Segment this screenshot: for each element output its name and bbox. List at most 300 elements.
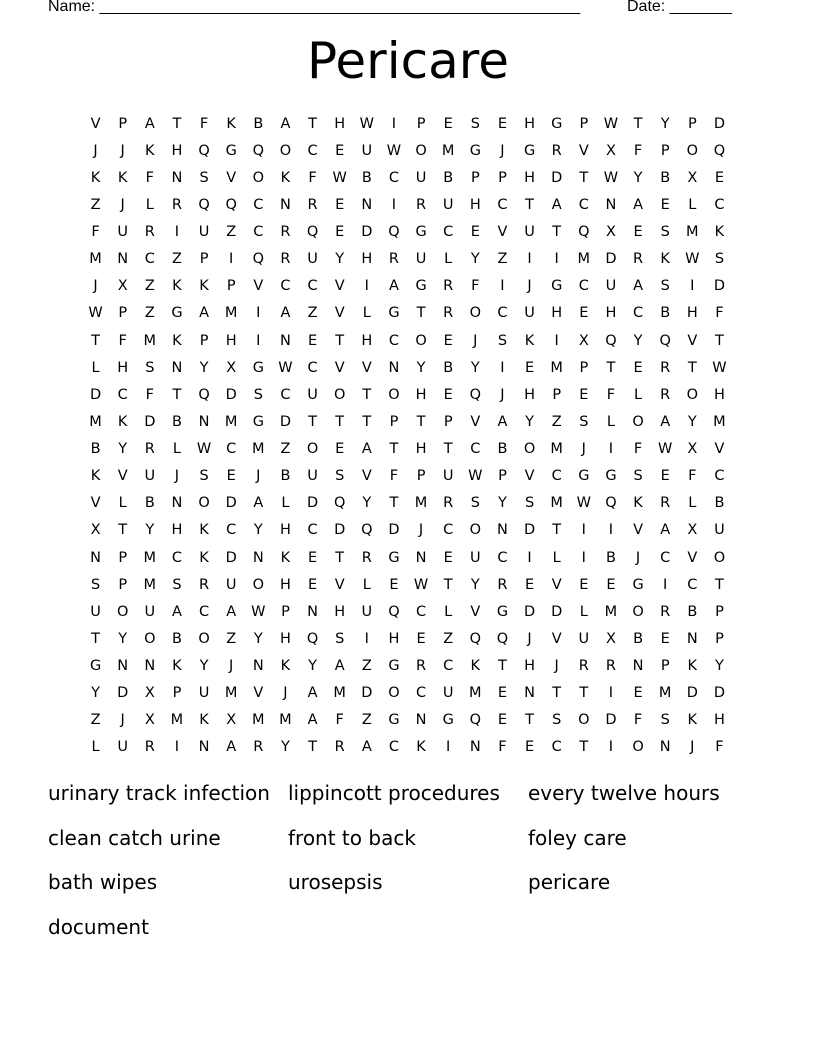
grid-letter: Y [253, 630, 263, 647]
grid-letter: U [605, 278, 617, 295]
grid-letter: E [660, 468, 670, 485]
grid-letter: C [280, 278, 291, 295]
grid-letter: H [524, 386, 536, 403]
grid-letter: Y [470, 576, 480, 593]
grid-letter: O [686, 142, 699, 159]
grid-letter: T [389, 441, 399, 458]
grid-letter: I [500, 278, 505, 295]
grid-letter: N [632, 658, 644, 675]
grid-letter: Z [497, 251, 508, 268]
grid-letter: Q [605, 332, 617, 349]
grid-letter: O [198, 630, 210, 647]
grid-letter: D [551, 169, 563, 186]
grid-letter: P [470, 169, 480, 186]
grid-letter: N [415, 549, 427, 566]
grid-letter: T [687, 359, 697, 376]
grid-letter: P [199, 251, 209, 268]
grid-row [82, 544, 742, 571]
grid-letter: G [388, 549, 400, 566]
grid-letter: C [253, 196, 264, 213]
grid-letter: U [470, 549, 481, 566]
grid-letter: T [552, 224, 562, 241]
grid-letter: S [660, 712, 670, 729]
word-list-item: lippincott procedures [288, 781, 500, 805]
grid-letter: N [605, 196, 617, 213]
grid-letter: H [279, 522, 291, 539]
grid-letter: R [144, 224, 155, 241]
grid-letter: I [229, 251, 234, 268]
grid-letter: R [199, 576, 210, 593]
grid-letter: N [252, 658, 264, 675]
grid-letter: L [579, 603, 588, 620]
grid-letter: F [118, 332, 127, 349]
grid-letter: K [280, 658, 291, 675]
grid-letter: E [335, 441, 345, 458]
grid-letter: H [279, 576, 291, 593]
grid-letter: S [497, 332, 508, 349]
word-search-grid [82, 110, 742, 761]
grid-row [82, 110, 742, 137]
grid-letter: E [579, 576, 589, 593]
grid-letter: V [497, 224, 508, 241]
grid-letter: Q [469, 386, 482, 403]
grid-letter: E [443, 332, 453, 349]
grid-letter: K [117, 169, 128, 186]
grid-row [82, 354, 742, 381]
grid-letter: H [524, 169, 536, 186]
grid-letter: M [604, 603, 618, 620]
grid-letter: D [605, 251, 617, 268]
grid-letter: C [307, 522, 318, 539]
grid-letter: H [713, 386, 725, 403]
grid-letter: P [389, 413, 399, 430]
grid-letter: V [524, 468, 535, 485]
grid-letter: V [334, 305, 345, 322]
grid-letter: Q [225, 196, 237, 213]
grid-letter: X [578, 332, 589, 349]
grid-letter: U [578, 630, 590, 647]
grid-letter: C [497, 196, 508, 213]
grid-letter: M [89, 251, 102, 268]
grid-letter: M [414, 495, 428, 512]
grid-letter: K [416, 739, 426, 756]
grid-letter: J [120, 712, 125, 729]
grid-letter: C [253, 224, 264, 241]
grid-letter: K [145, 142, 155, 159]
grid-letter: Z [144, 305, 155, 322]
grid-letter: Y [118, 630, 128, 647]
grid-letter: C [497, 305, 508, 322]
grid-letter: F [335, 712, 344, 729]
grid-letter: B [144, 495, 155, 512]
grid-letter: F [633, 142, 643, 159]
grid-letter: H [225, 332, 237, 349]
grid-row [82, 246, 742, 273]
grid-letter: B [714, 495, 725, 512]
grid-letter: F [498, 739, 507, 756]
grid-letter: M [441, 142, 455, 159]
grid-letter: H [415, 386, 427, 403]
grid-letter: T [552, 685, 562, 702]
grid-letter: E [524, 576, 535, 593]
grid-letter: X [226, 359, 237, 376]
grid-letter: P [498, 169, 507, 186]
grid-letter: K [687, 658, 698, 675]
grid-letter: H [524, 658, 536, 675]
grid-letter: O [333, 386, 346, 403]
grid-letter: C [687, 576, 698, 593]
grid-letter: Y [199, 658, 209, 675]
grid-letter: M [252, 712, 265, 729]
grid-letter: K [226, 115, 236, 132]
grid-row [82, 436, 742, 463]
grid-letter: H [469, 196, 481, 213]
grid-letter: V [253, 685, 264, 702]
grid-letter: D [306, 495, 319, 512]
word-list-item: pericare [528, 870, 611, 895]
grid-letter: T [525, 196, 534, 213]
grid-letter: Q [578, 224, 590, 241]
grid-letter: U [225, 576, 237, 593]
grid-letter: D [225, 549, 237, 566]
grid-letter: D [334, 522, 346, 539]
grid-letter: A [660, 522, 671, 539]
grid-letter: N [659, 739, 671, 756]
grid-letter: V [714, 441, 725, 458]
grid-letter: F [389, 468, 399, 485]
grid-letter: T [172, 386, 182, 403]
grid-letter: P [498, 468, 507, 485]
grid-letter: E [335, 142, 345, 159]
grid-letter: B [497, 441, 508, 458]
grid-letter: R [443, 278, 454, 295]
grid-letter: B [171, 413, 182, 430]
grid-letter: V [687, 332, 698, 349]
grid-letter: Q [361, 522, 373, 539]
grid-letter: C [307, 278, 318, 295]
grid-letter: V [226, 169, 237, 186]
grid-letter: C [388, 332, 399, 349]
grid-letter: Q [198, 196, 210, 213]
grid-letter: S [90, 576, 101, 593]
grid-letter: S [253, 386, 263, 403]
grid-letter: P [118, 115, 128, 132]
grid-letter: M [550, 441, 563, 458]
grid-letter: U [442, 685, 454, 702]
grid-letter: Z [307, 305, 318, 322]
grid-letter: Y [362, 495, 372, 512]
grid-letter: H [361, 332, 373, 349]
grid-letter: R [416, 658, 427, 675]
grid-letter: R [605, 658, 616, 675]
grid-letter: X [605, 630, 616, 647]
grid-letter: M [550, 495, 563, 512]
grid-letter: I [581, 522, 586, 539]
grid-letter: E [579, 386, 589, 403]
grid-letter: V [253, 278, 264, 295]
grid-letter: T [443, 576, 453, 593]
grid-letter: I [500, 359, 505, 376]
grid-letter: D [686, 685, 698, 702]
grid-letter: V [687, 549, 698, 566]
grid-letter: X [144, 712, 155, 729]
grid-letter: E [497, 712, 508, 729]
grid-letter: Q [198, 386, 210, 403]
grid-letter: N [171, 359, 183, 376]
grid-letter: I [364, 278, 369, 295]
grid-letter: H [171, 522, 183, 539]
grid-letter: E [226, 468, 236, 485]
grid-letter: H [361, 251, 373, 268]
grid-letter: R [307, 196, 318, 213]
grid-letter: X [226, 712, 237, 729]
grid-letter: N [198, 739, 210, 756]
grid-letter: E [633, 359, 643, 376]
grid-letter: W [603, 169, 619, 186]
grid-letter: Y [687, 413, 697, 430]
grid-letter: R [660, 603, 671, 620]
grid-letter: R [144, 441, 155, 458]
grid-letter: G [469, 142, 481, 159]
grid-letter: T [715, 576, 724, 593]
grid-letter: V [90, 115, 101, 132]
grid-letter: Y [199, 359, 209, 376]
grid-letter: H [524, 115, 536, 132]
grid-letter: C [551, 739, 562, 756]
grid-letter: Z [171, 251, 182, 268]
grid-letter: F [199, 115, 209, 132]
grid-letter: B [660, 305, 671, 322]
grid-letter: D [144, 413, 156, 430]
grid-letter: I [391, 196, 397, 213]
grid-row [82, 327, 742, 354]
grid-letter: W [88, 305, 103, 322]
grid-letter: T [335, 549, 345, 566]
grid-letter: U [117, 224, 128, 241]
grid-letter: C [443, 224, 454, 241]
grid-letter: Z [280, 441, 291, 458]
grid-row [82, 707, 742, 734]
grid-letter: C [117, 386, 128, 403]
grid-letter: C [470, 441, 481, 458]
grid-letter: T [633, 115, 643, 132]
grid-letter: N [90, 549, 101, 566]
grid-letter: V [361, 468, 372, 485]
grid-letter: A [551, 196, 562, 213]
grid-letter: P [660, 658, 670, 675]
grid-letter: T [362, 386, 372, 403]
grid-letter: W [658, 441, 673, 458]
grid-letter: V [334, 278, 345, 295]
grid-letter: G [252, 413, 264, 430]
grid-letter: X [687, 441, 698, 458]
grid-letter: E [524, 739, 535, 756]
grid-letter: K [714, 224, 725, 241]
grid-letter: Q [252, 251, 265, 268]
grid-letter: N [144, 658, 156, 675]
grid-letter: A [307, 712, 318, 729]
grid-letter: L [444, 251, 453, 268]
grid-letter: C [388, 739, 399, 756]
grid-letter: L [145, 196, 154, 213]
grid-letter: D [523, 522, 536, 539]
grid-letter: I [174, 224, 180, 241]
grid-letter: E [307, 549, 318, 566]
grid-letter: T [579, 739, 589, 756]
grid-letter: C [578, 278, 589, 295]
grid-letter: N [361, 196, 373, 213]
word-list-item: foley care [528, 825, 627, 850]
grid-letter: Z [90, 712, 101, 729]
grid-letter: R [660, 386, 671, 403]
grid-letter: N [497, 522, 508, 539]
grid-letter: T [416, 305, 426, 322]
grid-letter: E [335, 196, 345, 213]
grid-letter: O [415, 332, 427, 349]
grid-letter: X [605, 142, 616, 159]
grid-letter: C [443, 658, 454, 675]
grid-letter: I [446, 739, 451, 756]
grid-letter: U [442, 196, 454, 213]
grid-letter: F [145, 386, 154, 403]
grid-letter: V [470, 603, 481, 620]
grid-letter: E [443, 549, 453, 566]
grid-letter: G [171, 305, 183, 322]
grid-letter: Z [90, 196, 101, 213]
grid-letter: H [686, 305, 698, 322]
grid-letter: N [280, 196, 291, 213]
grid-letter: M [224, 305, 238, 322]
grid-letter: J [283, 685, 288, 702]
grid-letter: O [469, 305, 482, 322]
word-list-item: urosepsis [288, 870, 383, 895]
grid-letter: F [633, 712, 643, 729]
grid-letter: A [660, 413, 671, 430]
grid-letter: I [581, 549, 586, 566]
grid-letter: E [660, 630, 670, 647]
grid-letter: J [473, 332, 478, 349]
grid-letter: J [256, 468, 261, 485]
grid-letter: J [500, 386, 505, 403]
grid-letter: T [579, 169, 589, 186]
grid-letter: A [633, 196, 644, 213]
grid-letter: G [225, 142, 237, 159]
grid-row [82, 517, 742, 544]
grid-letter: L [91, 359, 100, 376]
grid-letter: J [120, 142, 125, 159]
grid-letter: E [633, 685, 643, 702]
grid-letter: Y [470, 251, 480, 268]
grid-letter: B [171, 630, 182, 647]
grid-letter: E [714, 169, 725, 186]
grid-letter: W [603, 115, 619, 132]
grid-letter: W [359, 115, 374, 132]
grid-letter: K [524, 332, 535, 349]
grid-letter: D [361, 224, 373, 241]
grid-letter: A [226, 739, 237, 756]
grid-letter: P [687, 115, 697, 132]
grid-letter: P [660, 142, 670, 159]
grid-letter: O [632, 603, 644, 620]
grid-letter: Y [253, 522, 263, 539]
grid-letter: Q [306, 630, 319, 647]
grid-letter: K [687, 712, 698, 729]
grid-letter: C [416, 603, 427, 620]
grid-letter: O [632, 413, 644, 430]
grid-letter: M [170, 712, 184, 729]
grid-letter: L [634, 386, 643, 403]
grid-letter: I [608, 522, 614, 539]
grid-row [82, 734, 742, 761]
grid-letter: O [686, 386, 699, 403]
grid-letter: P [281, 603, 290, 620]
grid-letter: N [171, 169, 183, 186]
grid-letter: Y [416, 359, 426, 376]
grid-letter: C [660, 549, 671, 566]
grid-letter: O [116, 603, 129, 620]
grid-letter: D [523, 603, 536, 620]
grid-letter: P [199, 332, 209, 349]
grid-letter: I [690, 278, 695, 295]
grid-letter: M [224, 413, 238, 430]
grid-letter: R [361, 549, 372, 566]
grid-letter: U [442, 468, 454, 485]
grid-letter: X [90, 522, 101, 539]
grid-letter: O [632, 739, 644, 756]
grid-letter: U [144, 468, 156, 485]
grid-letter: Z [226, 224, 237, 241]
grid-letter: J [635, 549, 641, 566]
grid-letter: I [256, 332, 261, 349]
grid-letter: U [524, 305, 535, 322]
grid-row [82, 571, 742, 598]
grid-letter: Y [498, 495, 507, 512]
grid-letter: G [89, 658, 102, 675]
grid-letter: R [253, 739, 264, 756]
grid-letter: N [415, 712, 427, 729]
grid-letter: N [469, 739, 481, 756]
grid-letter: L [688, 495, 697, 512]
grid-letter: J [554, 658, 559, 675]
grid-letter: T [308, 115, 317, 132]
grid-letter: T [172, 115, 182, 132]
grid-letter: U [415, 169, 427, 186]
grid-letter: Q [252, 142, 265, 159]
grid-letter: T [91, 332, 100, 349]
grid-letter: G [388, 712, 400, 729]
grid-letter: H [334, 603, 346, 620]
grid-letter: G [415, 224, 427, 241]
grid-letter: Z [226, 630, 237, 647]
grid-letter: R [144, 739, 155, 756]
grid-letter: S [524, 495, 535, 512]
grid-letter: N [280, 332, 291, 349]
grid-row [82, 408, 742, 435]
grid-letter: C [551, 468, 562, 485]
grid-letter: Y [633, 332, 643, 349]
grid-letter: U [198, 224, 210, 241]
grid-letter: J [93, 142, 98, 159]
grid-letter: R [416, 196, 427, 213]
grid-letter: U [714, 522, 725, 539]
grid-letter: A [388, 278, 399, 295]
grid-letter: P [118, 576, 128, 593]
grid-letter: G [578, 468, 590, 485]
word-list [48, 778, 768, 956]
grid-letter: K [199, 712, 209, 729]
grid-letter: T [606, 359, 616, 376]
grid-letter: P [226, 278, 236, 295]
